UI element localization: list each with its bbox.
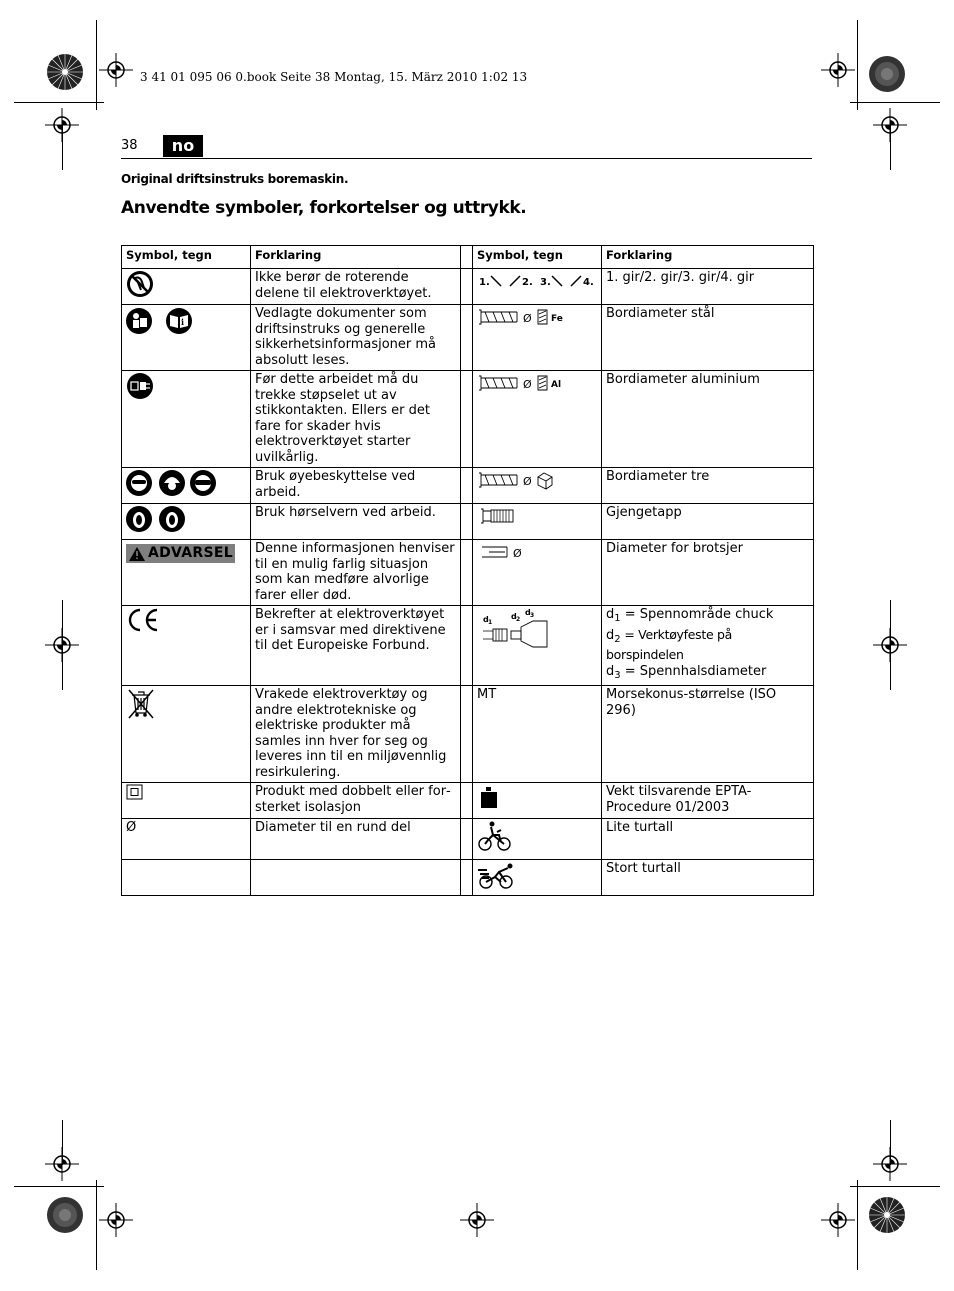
d1-sub: 1 [488, 619, 493, 626]
gear-label: 3. [540, 277, 551, 288]
starburst-target-icon [868, 1196, 906, 1234]
symbol-cell: MT [473, 686, 602, 783]
steel-label: Fe [551, 314, 563, 324]
spacer-cell [461, 606, 473, 686]
weee-bin-icon [126, 687, 156, 719]
symbol-cell [122, 305, 251, 371]
spacer-cell [461, 686, 473, 783]
gear-label: 1. [479, 277, 490, 288]
d3-label: d [525, 608, 531, 617]
d3-sub: 3 [530, 612, 535, 619]
d-line: $d_1$ = Spennområde chuck [606, 607, 774, 624]
d-line: $d_2$ = Verktøyfeste på borspindelen [606, 626, 733, 662]
table-row [122, 540, 814, 606]
registration-mark-icon [44, 1146, 80, 1182]
spacer-cell [461, 468, 473, 504]
drill-steel-icon [477, 306, 587, 328]
symbol-cell [122, 371, 251, 468]
document-subtitle: Original driftsinstruks boremaskin. [121, 172, 349, 186]
symbol-cell [473, 783, 602, 819]
table-row [122, 305, 814, 371]
explanation-cell [602, 606, 814, 686]
registration-mark-icon [459, 1202, 495, 1238]
reamer-icon [477, 541, 537, 563]
table-row [122, 371, 814, 468]
symbol-cell [122, 686, 251, 783]
symbol-cell [122, 540, 251, 606]
column-header: Forklaring [251, 246, 461, 269]
warning-badge [126, 544, 235, 563]
explanation-cell: Vekt tilsvarende EPTA-Procedure 01/2003 [602, 783, 814, 819]
crop-line [850, 102, 940, 103]
unplug-icon [126, 372, 154, 400]
symbol-cell [473, 371, 602, 468]
explanation-cell [251, 860, 461, 896]
explanation-cell: Bekrefter at elektroverktøyet er i samsvar med direktivene til det Europeiske Forbund. [251, 606, 461, 686]
explanation-cell: Vrakede elektroverktøy og andre elektrotekniske og elektriske produkter må samles inn hver for seg og leveres inn til en miljøvennlig resirkulering. [251, 686, 461, 783]
double-insulation-icon [126, 784, 144, 800]
table-row [122, 269, 814, 305]
warning-triangle-icon [129, 547, 145, 561]
symbol-cell [473, 819, 602, 860]
explanation-cell: Vedlagte dokumenter som driftsinstruks og generelle sikkerhetsinformasjoner må absolutt leses. [251, 305, 461, 371]
starburst-target-icon [868, 55, 906, 93]
crop-line [96, 20, 97, 110]
symbol-cell [122, 606, 251, 686]
book-info-line: 3 41 01 095 06 0.book Seite 38 Montag, 15. März 2010 1:02 13 [140, 70, 528, 84]
symbol-cell: Ø [122, 819, 251, 860]
drill-aluminium-icon [477, 372, 587, 394]
language-badge: no [163, 135, 203, 157]
explanation-cell: Denne informasjonen henviser til en mulig farlig situasjon som kan medføre alvorlige farer eller død. [251, 540, 461, 606]
explanation-cell: Før dette arbeidet må du trekke støpselet ut av stikkontakten. Ellers er det fare for skader hvis elektroverktøyet starter uvilkårlig. [251, 371, 461, 468]
d-line: $d_3$ = Spennhalsdiameter [606, 663, 767, 681]
explanation-cell: Bordiameter stål [602, 305, 814, 371]
symbol-cell [473, 860, 602, 896]
section-title: Anvendte symboler, forkortelser og uttrykk. [121, 198, 527, 218]
crop-line [14, 102, 104, 103]
column-spacer [461, 246, 473, 269]
registration-mark-icon [872, 107, 908, 143]
ce-mark-icon [126, 607, 160, 633]
registration-mark-icon [98, 1202, 134, 1238]
spacer-cell [461, 305, 473, 371]
slow-cyclist-icon [477, 820, 513, 852]
diameter-label: Ø [513, 547, 522, 560]
crop-line [850, 1186, 940, 1187]
starburst-target-icon [46, 53, 84, 91]
table-row [122, 468, 814, 504]
symbol-cell [122, 468, 251, 504]
explanation-cell: Gjengetapp [602, 504, 814, 540]
explanation-cell: 1. gir/2. gir/3. gir/4. gir [602, 269, 814, 305]
explanation-cell: Diameter til en rund del [251, 819, 461, 860]
explanation-cell: Bruk hørselvern ved arbeid. [251, 504, 461, 540]
d2-label: d [511, 612, 517, 621]
table-row [122, 783, 814, 819]
page-number: 38 [121, 138, 138, 153]
starburst-target-icon [46, 1196, 84, 1234]
symbol-cell [122, 269, 251, 305]
gear-label: 4. [583, 277, 594, 288]
symbol-cell [473, 504, 602, 540]
diameter-label: Ø [523, 312, 532, 325]
diameter-label: Ø [523, 378, 532, 391]
gear-1-4-icons [477, 270, 597, 292]
diameter-label: Ø [523, 475, 532, 488]
spacer-cell [461, 783, 473, 819]
symbol-cell [473, 606, 602, 686]
spacer-cell [461, 819, 473, 860]
column-header: Forklaring [602, 246, 814, 269]
registration-mark-icon [820, 52, 856, 88]
symbols-table [121, 245, 814, 896]
explanation-cell: Morsekonus-størrelse (ISO 296) [602, 686, 814, 783]
table-row [122, 504, 814, 540]
explanation-cell: Bruk øyebeskyttelse ved arbeid. [251, 468, 461, 504]
explanation-cell: Bordiameter aluminium [602, 371, 814, 468]
registration-mark-icon [44, 627, 80, 663]
spacer-cell [461, 371, 473, 468]
weight-icon [477, 784, 501, 810]
eye-protection-icons [126, 469, 216, 497]
symbol-cell [122, 504, 251, 540]
registration-mark-icon [44, 107, 80, 143]
explanation-cell: Ikke berør de roterende delene til elektroverktøyet. [251, 269, 461, 305]
spacer-cell [461, 860, 473, 896]
d1-label: d [483, 615, 489, 624]
registration-mark-icon [98, 52, 134, 88]
tap-icon [477, 505, 527, 527]
explanation-cell: Bordiameter tre [602, 468, 814, 504]
crop-line [857, 20, 858, 110]
column-header: Symbol, tegn [122, 246, 251, 269]
header-rule [121, 158, 812, 159]
column-header: Symbol, tegn [473, 246, 602, 269]
spacer-cell [461, 540, 473, 606]
registration-mark-icon [820, 1202, 856, 1238]
table-row [122, 819, 814, 860]
no-touch-rotating-icon [126, 270, 154, 298]
drill-wood-icon [477, 469, 567, 491]
explanation-cell: Diameter for brotsjer [602, 540, 814, 606]
crop-line [857, 1180, 858, 1270]
spacer-cell [461, 504, 473, 540]
symbol-cell [473, 468, 602, 504]
symbol-cell [473, 540, 602, 606]
registration-mark-icon [872, 627, 908, 663]
crop-line [14, 1186, 104, 1187]
spacer-cell [461, 269, 473, 305]
registration-mark-icon [872, 1146, 908, 1182]
explanation-cell: Produkt med dobbelt eller forsterket isolasjon [251, 783, 461, 819]
warning-label: ADVARSEL [148, 544, 233, 561]
symbol-cell [473, 305, 602, 371]
ear-protection-icons [126, 505, 188, 533]
chuck-dimensions-icon [477, 607, 557, 651]
symbol-cell [473, 269, 602, 305]
d2-sub: 2 [516, 616, 521, 623]
explanation-cell: Lite turtall [602, 819, 814, 860]
symbol-cell [122, 783, 251, 819]
table-row [122, 686, 814, 783]
symbol-cell [122, 860, 251, 896]
read-manual-icon [126, 306, 196, 336]
explanation-cell: Stort turtall [602, 860, 814, 896]
table-row [122, 606, 814, 686]
svg-text:i: i [181, 317, 185, 327]
table-row [122, 860, 814, 896]
table-header-row [122, 246, 814, 269]
crop-line [96, 1180, 97, 1270]
aluminium-label: Al [551, 380, 562, 390]
fast-cyclist-icon [477, 861, 517, 891]
gear-label: 2. [522, 277, 533, 288]
